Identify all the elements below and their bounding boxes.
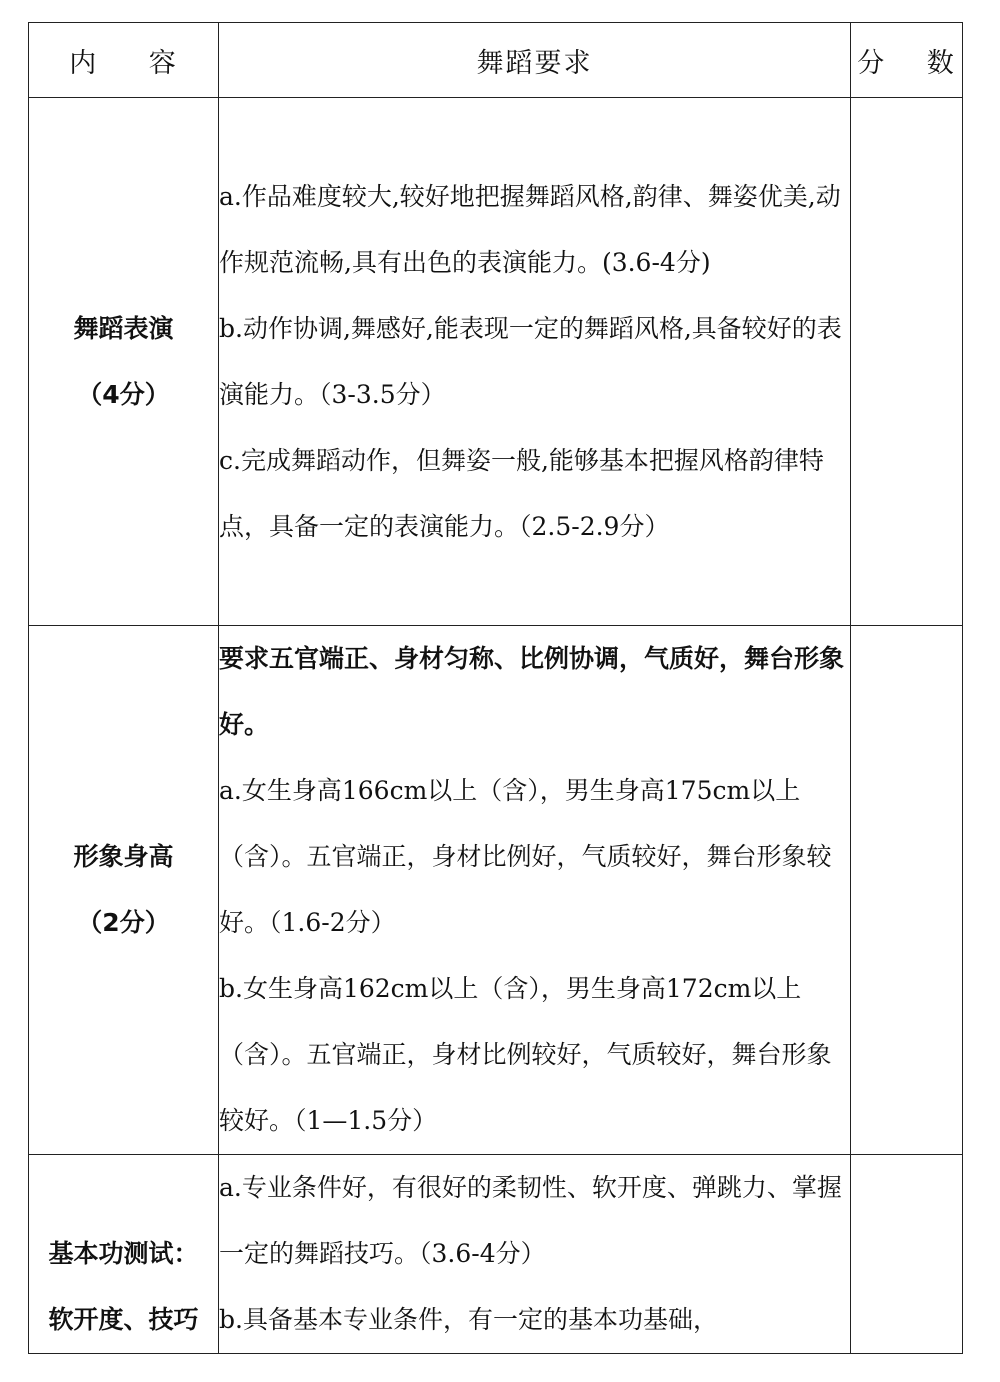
category-name: 基本功测试： xyxy=(48,1239,199,1268)
row-requirements xyxy=(219,98,851,626)
requirement-item: b.具备基本专业条件，有一定的基本功基础， xyxy=(219,1305,718,1334)
category-name: 形象身高 xyxy=(73,842,174,871)
row-requirements xyxy=(219,1155,851,1354)
category-points: （4分） xyxy=(77,379,170,409)
row-category xyxy=(29,1155,219,1354)
header-content: 内 容 xyxy=(29,23,219,98)
table-header-row xyxy=(29,23,963,98)
table-row xyxy=(29,1155,963,1354)
score-cell[interactable] xyxy=(851,1155,963,1354)
requirement-item: c.完成舞蹈动作，但舞姿一般,能够基本把握风格韵律特点，具备一定的表演能力。（2.5-2.9分） xyxy=(219,445,824,541)
requirement-item: b.动作协调,舞感好,能表现一定的舞蹈风格,具备较好的表演能力。（3-3.5分） xyxy=(219,313,842,409)
header-score: 分 数 xyxy=(851,23,963,98)
row-category xyxy=(29,98,219,626)
requirement-heading: 要求五官端正、身材匀称、比例协调，气质好，舞台形象好。 xyxy=(219,644,845,739)
table-row xyxy=(29,98,963,626)
requirement-item: b.女生身高162cm以上（含），男生身高172cm以上（含）。五官端正，身材比例较好，气质较好，舞台形象较好。（1—1.5分） xyxy=(219,974,832,1135)
scoring-rubric-table xyxy=(28,22,963,1354)
requirement-item: a.作品难度较大,较好地把握舞蹈风格,韵律、舞姿优美,动作规范流畅,具有出色的表演能力。(3.6-4分) xyxy=(219,181,841,277)
category-points: （2分） xyxy=(77,908,170,937)
requirement-item: a.女生身高166cm以上（含），男生身高175cm以上（含）。五官端正，身材比例好，气质较好，舞台形象较好。（1.6-2分） xyxy=(219,776,832,937)
row-category xyxy=(29,626,219,1155)
category-subtitle: 软开度、技巧 xyxy=(48,1305,199,1334)
category-name: 舞蹈表演 xyxy=(73,313,174,343)
row-requirements xyxy=(219,626,851,1155)
score-cell[interactable] xyxy=(851,98,963,626)
header-requirements: 舞蹈要求 xyxy=(219,23,851,98)
table-row xyxy=(29,626,963,1155)
score-cell[interactable] xyxy=(851,626,963,1155)
requirement-item: a.专业条件好，有很好的柔韧性、软开度、弹跳力、掌握一定的舞蹈技巧。（3.6-4分） xyxy=(219,1173,842,1268)
